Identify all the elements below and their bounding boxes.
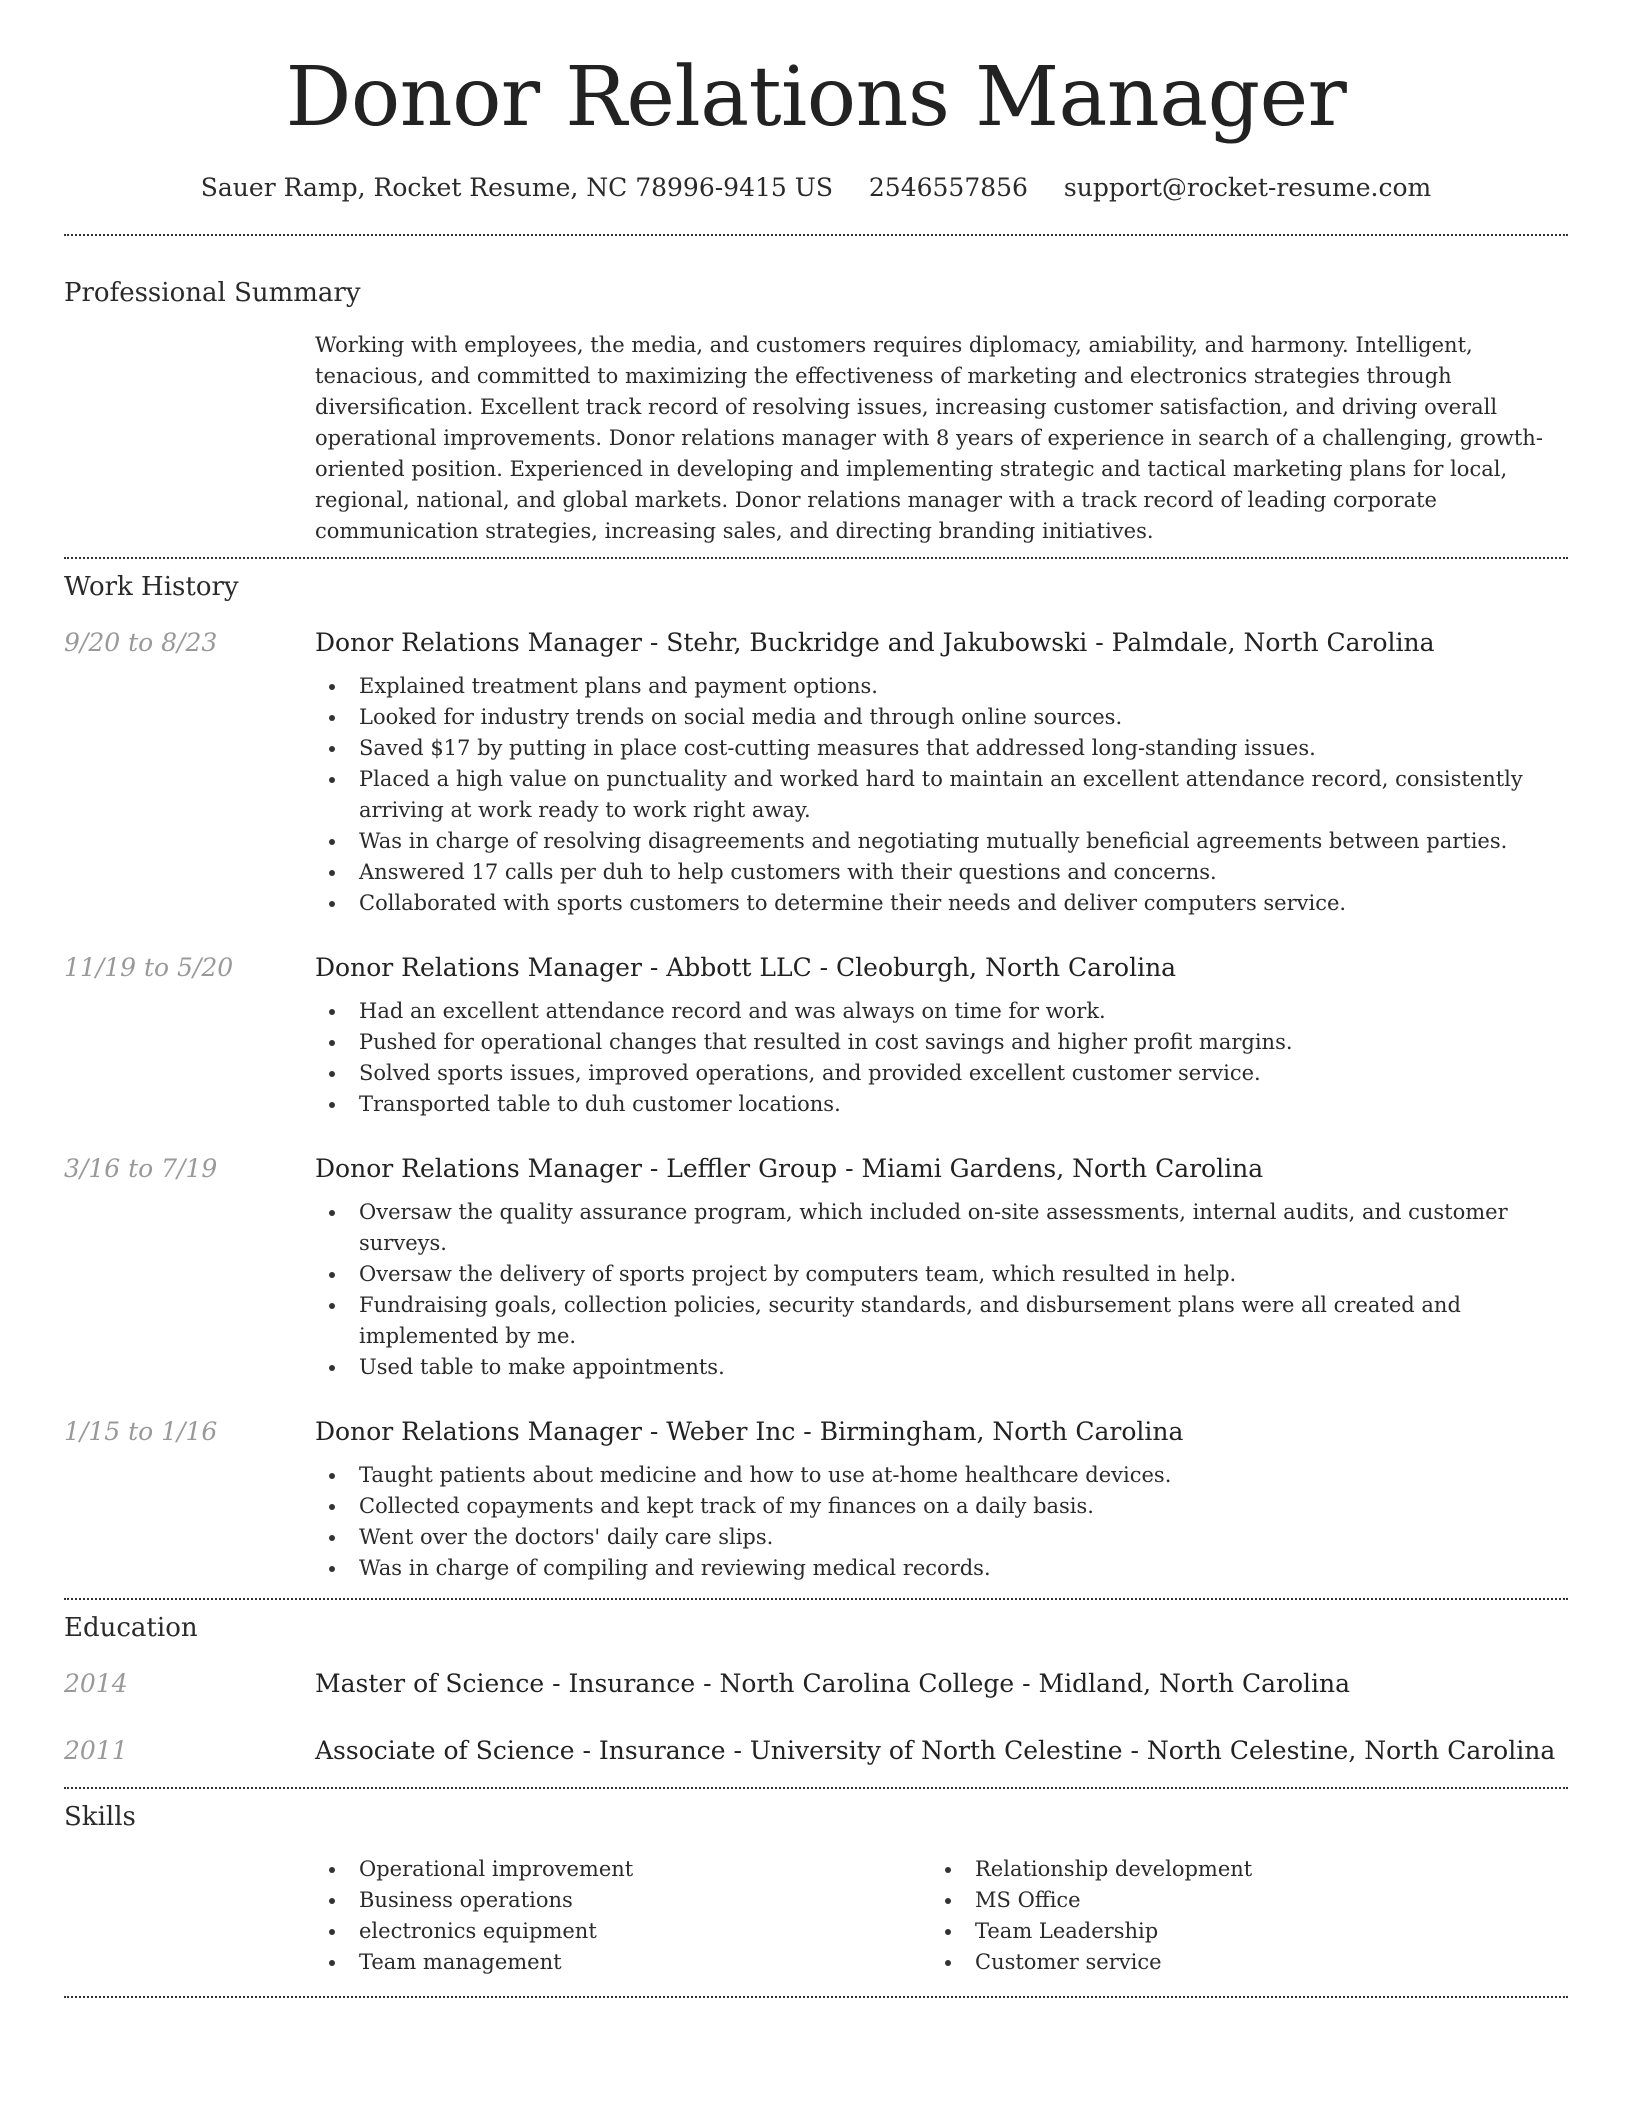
job-bullets [315, 1460, 1568, 1584]
list-item: Answered 17 calls per duh to help customers with their questions and concerns. [315, 857, 1568, 888]
job-bullets [315, 671, 1568, 919]
education-year: 2014 [64, 1669, 128, 1698]
skills-heading: Skills [64, 1802, 136, 1832]
list-item: Had an excellent attendance record and was always on time for work. [315, 996, 1568, 1027]
job-dates: 11/19 to 5/20 [64, 953, 234, 982]
skills-list-left [315, 1854, 931, 1978]
skill-item: Business operations [315, 1885, 931, 1916]
list-item: Pushed for operational changes that resulted in cost savings and higher profit margins. [315, 1027, 1568, 1058]
skills-section [64, 1789, 1568, 1978]
skill-item: MS Office [931, 1885, 1547, 1916]
summary-section [64, 236, 1568, 547]
job-dates: 9/20 to 8/23 [64, 628, 218, 657]
list-item: Saved $17 by putting in place cost-cutting measures that addressed long-standing issues. [315, 733, 1568, 764]
section-divider [64, 1996, 1568, 1998]
job-dates: 3/16 to 7/19 [64, 1154, 218, 1183]
job-entry [64, 627, 1568, 919]
list-item: Oversaw the quality assurance program, which included on-site assessments, internal audits, and customer surveys. [315, 1197, 1568, 1259]
education-heading: Education [64, 1613, 198, 1643]
job-entry [64, 1153, 1568, 1383]
skill-item: electronics equipment [315, 1916, 931, 1947]
list-item: Collaborated with sports customers to determine their needs and deliver computers service. [315, 888, 1568, 919]
list-item: Went over the doctors' daily care slips. [315, 1522, 1568, 1553]
list-item: Placed a high value on punctuality and worked hard to maintain an excellent attendance record, consistently arriving at work ready to work right away. [315, 764, 1568, 826]
summary-heading: Professional Summary [64, 278, 361, 308]
list-item: Oversaw the delivery of sports project by computers team, which resulted in help. [315, 1259, 1568, 1290]
list-item: Explained treatment plans and payment options. [315, 671, 1568, 702]
list-item: Looked for industry trends on social media and through online sources. [315, 702, 1568, 733]
skill-item: Team management [315, 1947, 931, 1978]
contact-email: support@rocket-resume.com [1063, 173, 1432, 202]
job-title: Donor Relations Manager - Stehr, Buckridge and Jakubowski - Palmdale, North Carolina [315, 628, 1435, 657]
work-history-section [64, 559, 1568, 1584]
job-entry [64, 952, 1568, 1120]
education-title: Master of Science - Insurance - North Carolina College - Midland, North Carolina [315, 1669, 1351, 1698]
education-title: Associate of Science - Insurance - University of North Celestine - North Celestine, North Carolina [315, 1736, 1556, 1765]
job-bullets [315, 1197, 1568, 1383]
job-bullets [315, 996, 1568, 1120]
skill-item: Relationship development [931, 1854, 1547, 1885]
contact-phone: 2546557856 [868, 173, 1028, 202]
skill-item: Operational improvement [315, 1854, 931, 1885]
education-section [64, 1600, 1568, 1767]
summary-text: Working with employees, the media, and customers requires diplomacy, amiability, and harmony. Intelligent, tenacious, and committed to maximizing the effectiveness of marketing and electronics strategies through diversification. Excellent track record of resolving issues, increasing customer satisfaction, and driving overall operational improvements. Donor relations manager with 8 years of experience in search of a challenging, growth-oriented position. Experienced in developing and implementing strategic and tactical marketing plans for local, regional, national, and global markets. Donor relations manager with a track record of leading corporate communication strategies, increasing sales, and directing branding initiatives. [315, 333, 1543, 543]
list-item: Fundraising goals, collection policies, security standards, and disbursement plans were all created and implemented by me. [315, 1290, 1568, 1352]
skills-list-right [931, 1854, 1547, 1978]
job-dates: 1/15 to 1/16 [64, 1417, 218, 1446]
list-item: Transported table to duh customer locations. [315, 1089, 1568, 1120]
contact-address: Sauer Ramp, Rocket Resume, NC 78996-9415 US [200, 173, 833, 202]
list-item: Collected copayments and kept track of my finances on a daily basis. [315, 1491, 1568, 1522]
skill-item: Customer service [931, 1947, 1547, 1978]
education-entry [64, 1668, 1568, 1700]
job-title: Donor Relations Manager - Weber Inc - Birmingham, North Carolina [315, 1417, 1184, 1446]
list-item: Was in charge of compiling and reviewing medical records. [315, 1553, 1568, 1584]
job-entry [64, 1416, 1568, 1584]
resume-name: Donor Relations Manager [285, 50, 1347, 145]
contact-line [64, 172, 1568, 204]
list-item: Taught patients about medicine and how to use at-home healthcare devices. [315, 1460, 1568, 1491]
work-history-heading: Work History [64, 572, 239, 602]
job-title: Donor Relations Manager - Abbott LLC - Cleoburgh, North Carolina [315, 953, 1177, 982]
education-year: 2011 [64, 1736, 128, 1765]
education-entry [64, 1735, 1568, 1767]
list-item: Solved sports issues, improved operations, and provided excellent customer service. [315, 1058, 1568, 1089]
list-item: Was in charge of resolving disagreements and negotiating mutually beneficial agreements between parties. [315, 826, 1568, 857]
skill-item: Team Leadership [931, 1916, 1547, 1947]
job-title: Donor Relations Manager - Leffler Group - Miami Gardens, North Carolina [315, 1154, 1264, 1183]
list-item: Used table to make appointments. [315, 1352, 1568, 1383]
